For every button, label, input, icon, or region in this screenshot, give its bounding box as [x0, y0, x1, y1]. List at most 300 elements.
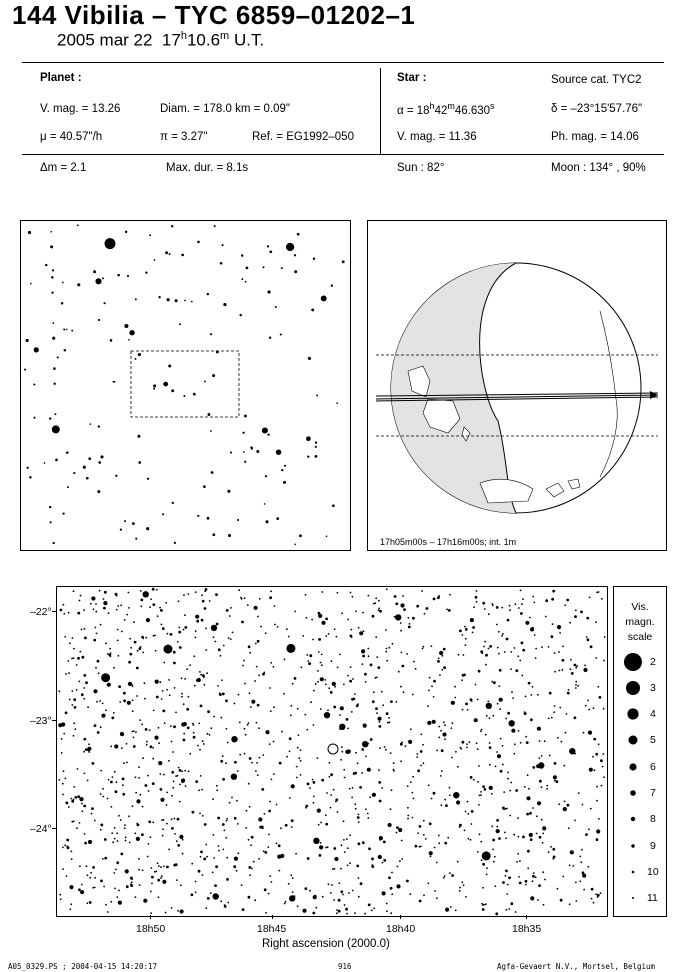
chart-star: [130, 884, 133, 887]
chart-star: [136, 695, 138, 697]
chart-star: [84, 773, 86, 775]
chart-star: [486, 867, 488, 869]
chart-star: [317, 670, 319, 672]
chart-star: [96, 633, 98, 635]
chart-star: [350, 629, 352, 631]
chart-star: [73, 786, 75, 788]
chart-star: [562, 669, 564, 671]
chart-star: [588, 709, 590, 711]
chart-star: [128, 815, 130, 817]
chart-star: [110, 655, 112, 657]
finder-star: [297, 233, 300, 236]
chart-star: [99, 700, 101, 702]
chart-star: [172, 751, 174, 753]
chart-star: [197, 745, 199, 747]
chart-star: [456, 800, 460, 804]
chart-star: [470, 698, 473, 701]
chart-star: [412, 792, 414, 794]
chart-star: [491, 793, 493, 795]
chart-star: [108, 612, 110, 614]
chart-star: [368, 904, 371, 907]
chart-star: [438, 835, 440, 837]
chart-star: [499, 698, 503, 702]
finder-star: [104, 302, 106, 304]
chart-star: [509, 790, 511, 792]
chart-star: [385, 749, 387, 751]
finder-star: [55, 459, 58, 462]
chart-star: [576, 665, 578, 667]
chart-star: [305, 807, 307, 809]
chart-star: [135, 731, 137, 733]
chart-star: [186, 668, 188, 670]
scale-label: 5: [650, 734, 656, 746]
chart-star: [152, 782, 155, 785]
chart-star: [537, 801, 541, 805]
chart-star: [65, 712, 68, 715]
chart-star: [229, 615, 231, 617]
finder-star: [169, 253, 171, 255]
chart-star: [285, 901, 287, 903]
chart-star: [445, 908, 449, 912]
chart-star: [152, 603, 155, 606]
chart-star: [261, 788, 264, 791]
chart-star: [170, 725, 172, 727]
chart-star: [142, 757, 144, 759]
finder-star: [262, 427, 268, 433]
chart-star: [120, 604, 122, 606]
chart-star: [76, 689, 78, 691]
chart-star: [269, 596, 272, 599]
chart-star: [174, 687, 176, 689]
chart-star: [376, 656, 378, 658]
chart-star: [115, 790, 118, 793]
chart-star: [583, 889, 585, 891]
chart-star: [111, 832, 113, 834]
chart-star: [575, 667, 577, 669]
chart-star: [467, 801, 469, 803]
chart-star: [465, 896, 467, 898]
finder-star: [276, 517, 279, 520]
chart-star: [182, 853, 184, 855]
chart-star: [554, 652, 556, 654]
chart-star: [318, 638, 321, 641]
chart-star: [174, 833, 176, 835]
chart-star: [444, 724, 446, 726]
chart-star: [60, 609, 63, 612]
chart-star: [355, 752, 357, 754]
finder-star: [33, 417, 35, 419]
finder-star: [197, 241, 200, 244]
chart-star: [163, 774, 165, 776]
chart-star: [197, 678, 201, 682]
chart-star: [335, 801, 337, 803]
finder-star: [171, 389, 174, 392]
chart-star: [339, 654, 341, 656]
chart-star: [169, 694, 171, 696]
chart-star: [480, 791, 482, 793]
chart-star: [111, 717, 114, 720]
chart-star: [68, 806, 70, 808]
chart-star: [62, 783, 64, 785]
chart-star: [177, 641, 179, 643]
chart-star: [570, 659, 572, 661]
chart-star: [195, 630, 197, 632]
chart-star: [519, 882, 522, 885]
x-tick-mark: [400, 915, 401, 919]
chart-star: [139, 794, 141, 796]
chart-star: [371, 865, 374, 868]
chart-star: [552, 623, 554, 625]
chart-star: [347, 728, 349, 730]
scale-dot-mag-5: [629, 736, 638, 745]
chart-star: [482, 887, 484, 889]
chart-star: [436, 897, 438, 899]
chart-star: [118, 815, 120, 817]
chart-star: [289, 737, 292, 740]
chart-star: [347, 749, 351, 753]
chart-star: [222, 778, 225, 781]
chart-star: [73, 735, 75, 737]
chart-star: [233, 865, 236, 868]
scale-dot-mag-9: [631, 844, 634, 847]
chart-star: [276, 804, 278, 806]
chart-star: [496, 829, 500, 833]
chart-star: [507, 712, 510, 715]
chart-star: [379, 800, 382, 803]
chart-star: [440, 775, 442, 777]
chart-star: [320, 677, 324, 681]
event-ut: U.T.: [233, 30, 265, 50]
finder-star: [214, 225, 216, 227]
target-star-marker: [328, 744, 338, 754]
alpha-minutes: 42: [434, 104, 448, 117]
chart-star: [241, 621, 244, 624]
chart-star: [584, 665, 586, 667]
chart-star: [388, 823, 392, 827]
chart-star: [176, 840, 178, 842]
chart-star: [179, 784, 181, 786]
chart-star: [270, 662, 272, 664]
chart-star: [472, 626, 475, 629]
chart-star: [177, 775, 179, 777]
chart-star: [274, 624, 276, 626]
chart-star: [319, 845, 323, 849]
chart-star: [292, 891, 294, 893]
chart-star: [408, 626, 411, 629]
chart-star: [337, 811, 339, 813]
finder-star: [197, 515, 199, 517]
chart-star: [209, 600, 211, 602]
finder-star: [241, 278, 243, 280]
chart-star: [244, 597, 246, 599]
chart-star: [383, 841, 386, 844]
chart-star: [158, 761, 162, 765]
chart-star: [80, 890, 84, 894]
chart-star: [278, 844, 281, 847]
chart-star: [482, 908, 485, 911]
finder-star: [268, 290, 271, 293]
chart-star: [63, 604, 65, 606]
finder-star: [294, 270, 297, 273]
chart-star: [550, 846, 552, 848]
chart-star: [543, 904, 545, 906]
chart-star: [294, 611, 296, 613]
chart-star: [116, 896, 118, 898]
finder-star: [168, 365, 171, 368]
minute-unit: m: [220, 30, 230, 42]
chart-star: [500, 770, 503, 773]
chart-star: [570, 850, 574, 854]
chart-star: [300, 760, 302, 762]
chart-star: [301, 667, 303, 669]
magnitude-scale: [613, 586, 667, 917]
chart-star: [241, 598, 243, 600]
scale-label: 8: [650, 813, 656, 825]
chart-star: [259, 598, 261, 600]
chart-star: [91, 596, 95, 600]
chart-star: [294, 677, 297, 680]
chart-star: [298, 734, 300, 736]
finder-star: [51, 276, 54, 279]
chart-star: [116, 609, 118, 611]
chart-star: [71, 851, 73, 853]
max-duration: Max. dur. = 8.1s: [166, 162, 249, 174]
chart-star: [325, 814, 327, 816]
chart-star: [376, 677, 378, 679]
chart-star: [247, 604, 249, 606]
chart-star: [421, 590, 423, 592]
chart-star: [87, 874, 89, 876]
finder-star: [135, 358, 137, 360]
chart-star: [107, 683, 111, 687]
finder-star: [135, 298, 137, 300]
chart-star: [482, 851, 491, 860]
chart-star: [367, 813, 369, 815]
chart-star: [215, 865, 218, 868]
chart-star: [215, 641, 217, 643]
chart-star: [532, 807, 534, 809]
chart-star: [222, 823, 225, 826]
chart-star: [398, 671, 400, 673]
chart-star: [544, 740, 546, 742]
chart-star: [319, 854, 322, 857]
chart-star: [527, 774, 529, 776]
chart-star: [329, 762, 331, 764]
chart-star: [362, 612, 364, 614]
chart-star: [244, 728, 246, 730]
chart-star: [103, 607, 106, 610]
chart-star: [389, 721, 391, 723]
finder-star: [137, 435, 140, 438]
chart-star: [248, 839, 250, 841]
finder-star: [90, 423, 92, 425]
chart-star: [200, 851, 203, 854]
chart-star: [589, 768, 593, 772]
chart-star: [336, 636, 338, 638]
chart-star: [217, 817, 220, 820]
chart-star: [105, 904, 107, 906]
chart-star: [85, 748, 88, 751]
chart-star: [188, 770, 190, 772]
chart-star: [338, 899, 341, 902]
finder-star: [332, 504, 335, 507]
chart-star: [496, 624, 498, 626]
finder-star: [45, 264, 47, 266]
chart-star: [161, 698, 163, 700]
chart-star: [499, 669, 502, 672]
chart-star: [199, 671, 201, 673]
chart-star: [117, 640, 119, 642]
chart-star: [136, 667, 139, 670]
chart-star: [339, 724, 345, 730]
chart-star: [276, 843, 278, 845]
chart-star: [415, 845, 418, 848]
chart-star: [271, 881, 273, 883]
chart-star: [569, 865, 571, 867]
scale-label: 3: [650, 682, 656, 694]
chart-star: [454, 686, 456, 688]
chart-star: [508, 876, 511, 879]
chart-star: [291, 784, 295, 788]
chart-star: [371, 910, 373, 912]
chart-star: [230, 638, 232, 640]
chart-star: [312, 639, 314, 641]
chart-star: [69, 699, 71, 701]
finder-star: [128, 339, 130, 341]
chart-star: [462, 674, 465, 677]
chart-star: [264, 813, 266, 815]
chart-star: [551, 635, 554, 638]
chart-star: [138, 777, 140, 779]
chart-star: [59, 894, 61, 896]
chart-star: [594, 769, 596, 771]
chart-star: [338, 910, 341, 913]
finder-star: [230, 451, 232, 453]
chart-star: [322, 896, 324, 898]
chart-star: [548, 646, 550, 648]
chart-star: [198, 723, 200, 725]
chart-star: [405, 745, 407, 747]
chart-star: [174, 818, 176, 820]
chart-star: [138, 858, 140, 860]
chart-star: [549, 692, 552, 695]
chart-star: [433, 680, 436, 683]
chart-star: [168, 679, 170, 681]
chart-star: [344, 851, 346, 853]
finder-star: [203, 485, 206, 488]
chart-star: [234, 857, 238, 861]
x-axis-title: Right ascension (2000.0): [262, 938, 390, 950]
finder-star: [57, 356, 59, 358]
chart-star: [68, 672, 70, 674]
chart-star: [125, 837, 127, 839]
chart-star: [429, 677, 431, 679]
chart-star: [590, 645, 593, 648]
chart-star: [375, 707, 378, 710]
chart-star: [205, 649, 207, 651]
finder-star: [306, 436, 311, 441]
chart-star: [148, 843, 150, 845]
chart-star: [107, 911, 109, 913]
chart-star: [84, 637, 87, 640]
chart-star: [171, 741, 173, 743]
chart-star: [600, 759, 603, 762]
chart-star: [171, 827, 174, 830]
chart-star: [74, 728, 76, 730]
chart-star: [359, 786, 362, 789]
chart-star: [148, 820, 151, 823]
chart-star: [465, 811, 467, 813]
chart-star: [339, 714, 341, 716]
chart-star: [126, 743, 128, 745]
chart-star: [388, 717, 390, 719]
chart-star: [274, 605, 276, 607]
chart-star: [81, 629, 83, 631]
chart-star: [284, 659, 286, 661]
chart-star: [152, 747, 154, 749]
chart-star: [359, 631, 363, 635]
chart-star: [586, 617, 589, 620]
chart-star: [239, 754, 241, 756]
chart-star: [82, 656, 85, 659]
chart-star: [171, 907, 173, 909]
chart-star: [444, 799, 446, 801]
chart-star: [568, 689, 570, 691]
chart-star: [95, 603, 97, 605]
chart-star: [481, 859, 483, 861]
chart-star: [87, 780, 89, 782]
chart-star: [410, 728, 412, 730]
chart-star: [459, 826, 461, 828]
chart-star: [433, 598, 436, 601]
chart-star: [179, 801, 181, 803]
chart-star: [157, 879, 160, 882]
chart-star: [569, 903, 571, 905]
chart-star: [160, 609, 163, 612]
chart-star: [157, 615, 159, 617]
chart-star: [178, 631, 181, 634]
finder-star: [145, 272, 147, 274]
finder-star: [263, 266, 265, 268]
x-tick-label: 18h40: [386, 923, 416, 935]
chart-star: [428, 784, 430, 786]
chart-star: [184, 626, 187, 629]
chart-star: [428, 690, 430, 692]
chart-star: [477, 699, 479, 701]
chart-star: [243, 660, 245, 662]
chart-star: [257, 704, 260, 707]
chart-star: [91, 807, 94, 810]
chart-star: [417, 769, 420, 772]
finder-star: [331, 285, 333, 287]
chart-star: [352, 787, 354, 789]
chart-star: [568, 827, 570, 829]
chart-star: [122, 778, 125, 781]
chart-star: [224, 904, 226, 906]
chart-star: [200, 775, 202, 777]
chart-star: [118, 890, 120, 892]
chart-star: [242, 665, 244, 667]
chart-star: [198, 870, 201, 873]
chart-star: [529, 617, 531, 619]
chart-star: [580, 611, 583, 614]
finder-chart-svg: [21, 221, 350, 550]
chart-star: [413, 661, 415, 663]
chart-star: [362, 655, 365, 658]
chart-star: [457, 861, 459, 863]
finder-star: [98, 461, 101, 464]
chart-star: [93, 639, 96, 642]
